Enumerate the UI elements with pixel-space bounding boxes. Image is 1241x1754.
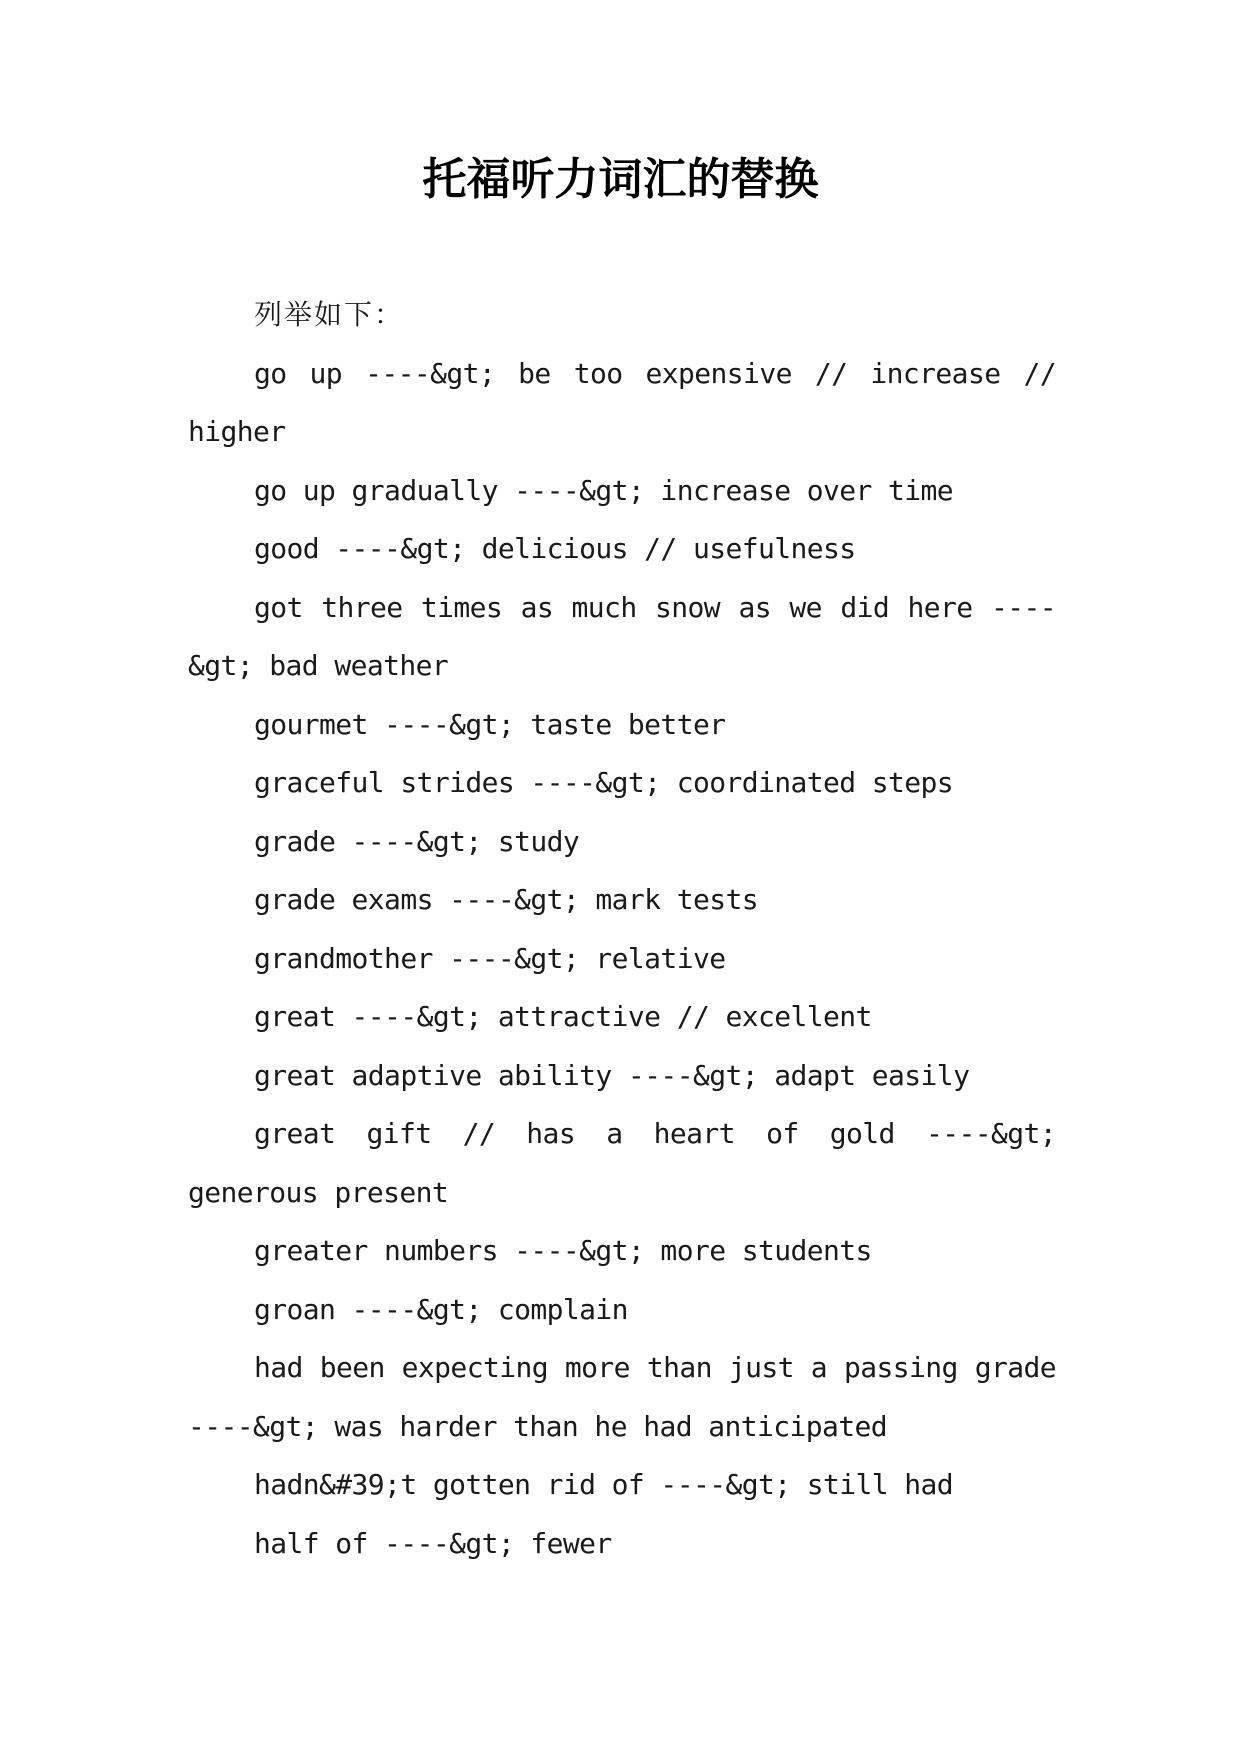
list-item: had been expecting more than just a passing grade ----&gt; was harder than he had anticipated [188, 1351, 1056, 1443]
list-item: hadn&#39;t gotten rid of ----&gt; still had [254, 1468, 954, 1501]
list-item: half of ----&gt; fewer [254, 1526, 612, 1560]
list-item: grade exams ----&gt; mark tests [254, 883, 758, 916]
list-item: great gift // has a heart of gold ----&gt; generous present [188, 1117, 1056, 1209]
list-item: good ----&gt; delicious // usefulness [254, 532, 856, 565]
list-item: great ----&gt; attractive // excellent [254, 1000, 872, 1033]
list-item: greater numbers ----&gt; more students [254, 1234, 872, 1267]
list-item: got three times as much snow as we did here ----&gt; bad weather [188, 590, 1056, 682]
list-item: gourmet ----&gt; taste better [254, 707, 726, 741]
list-item: groan ----&gt; complain [254, 1292, 628, 1326]
list-item: go up gradually ----&gt; increase over time [254, 473, 954, 507]
list-item: go up ----&gt; be too expensive // increase // higher [188, 356, 1056, 448]
list-item: grandmother ----&gt; relative [254, 941, 726, 975]
list-item: grade ----&gt; study [254, 824, 580, 858]
list-item: graceful strides ----&gt; coordinated steps [254, 766, 954, 799]
list-item: great adaptive ability ----&gt; adapt easily [254, 1058, 970, 1092]
intro-paragraph: 列举如下： [254, 298, 405, 331]
document-body [188, 286, 1056, 1573]
document-title: 托福听力词汇的替换 [422, 154, 819, 205]
